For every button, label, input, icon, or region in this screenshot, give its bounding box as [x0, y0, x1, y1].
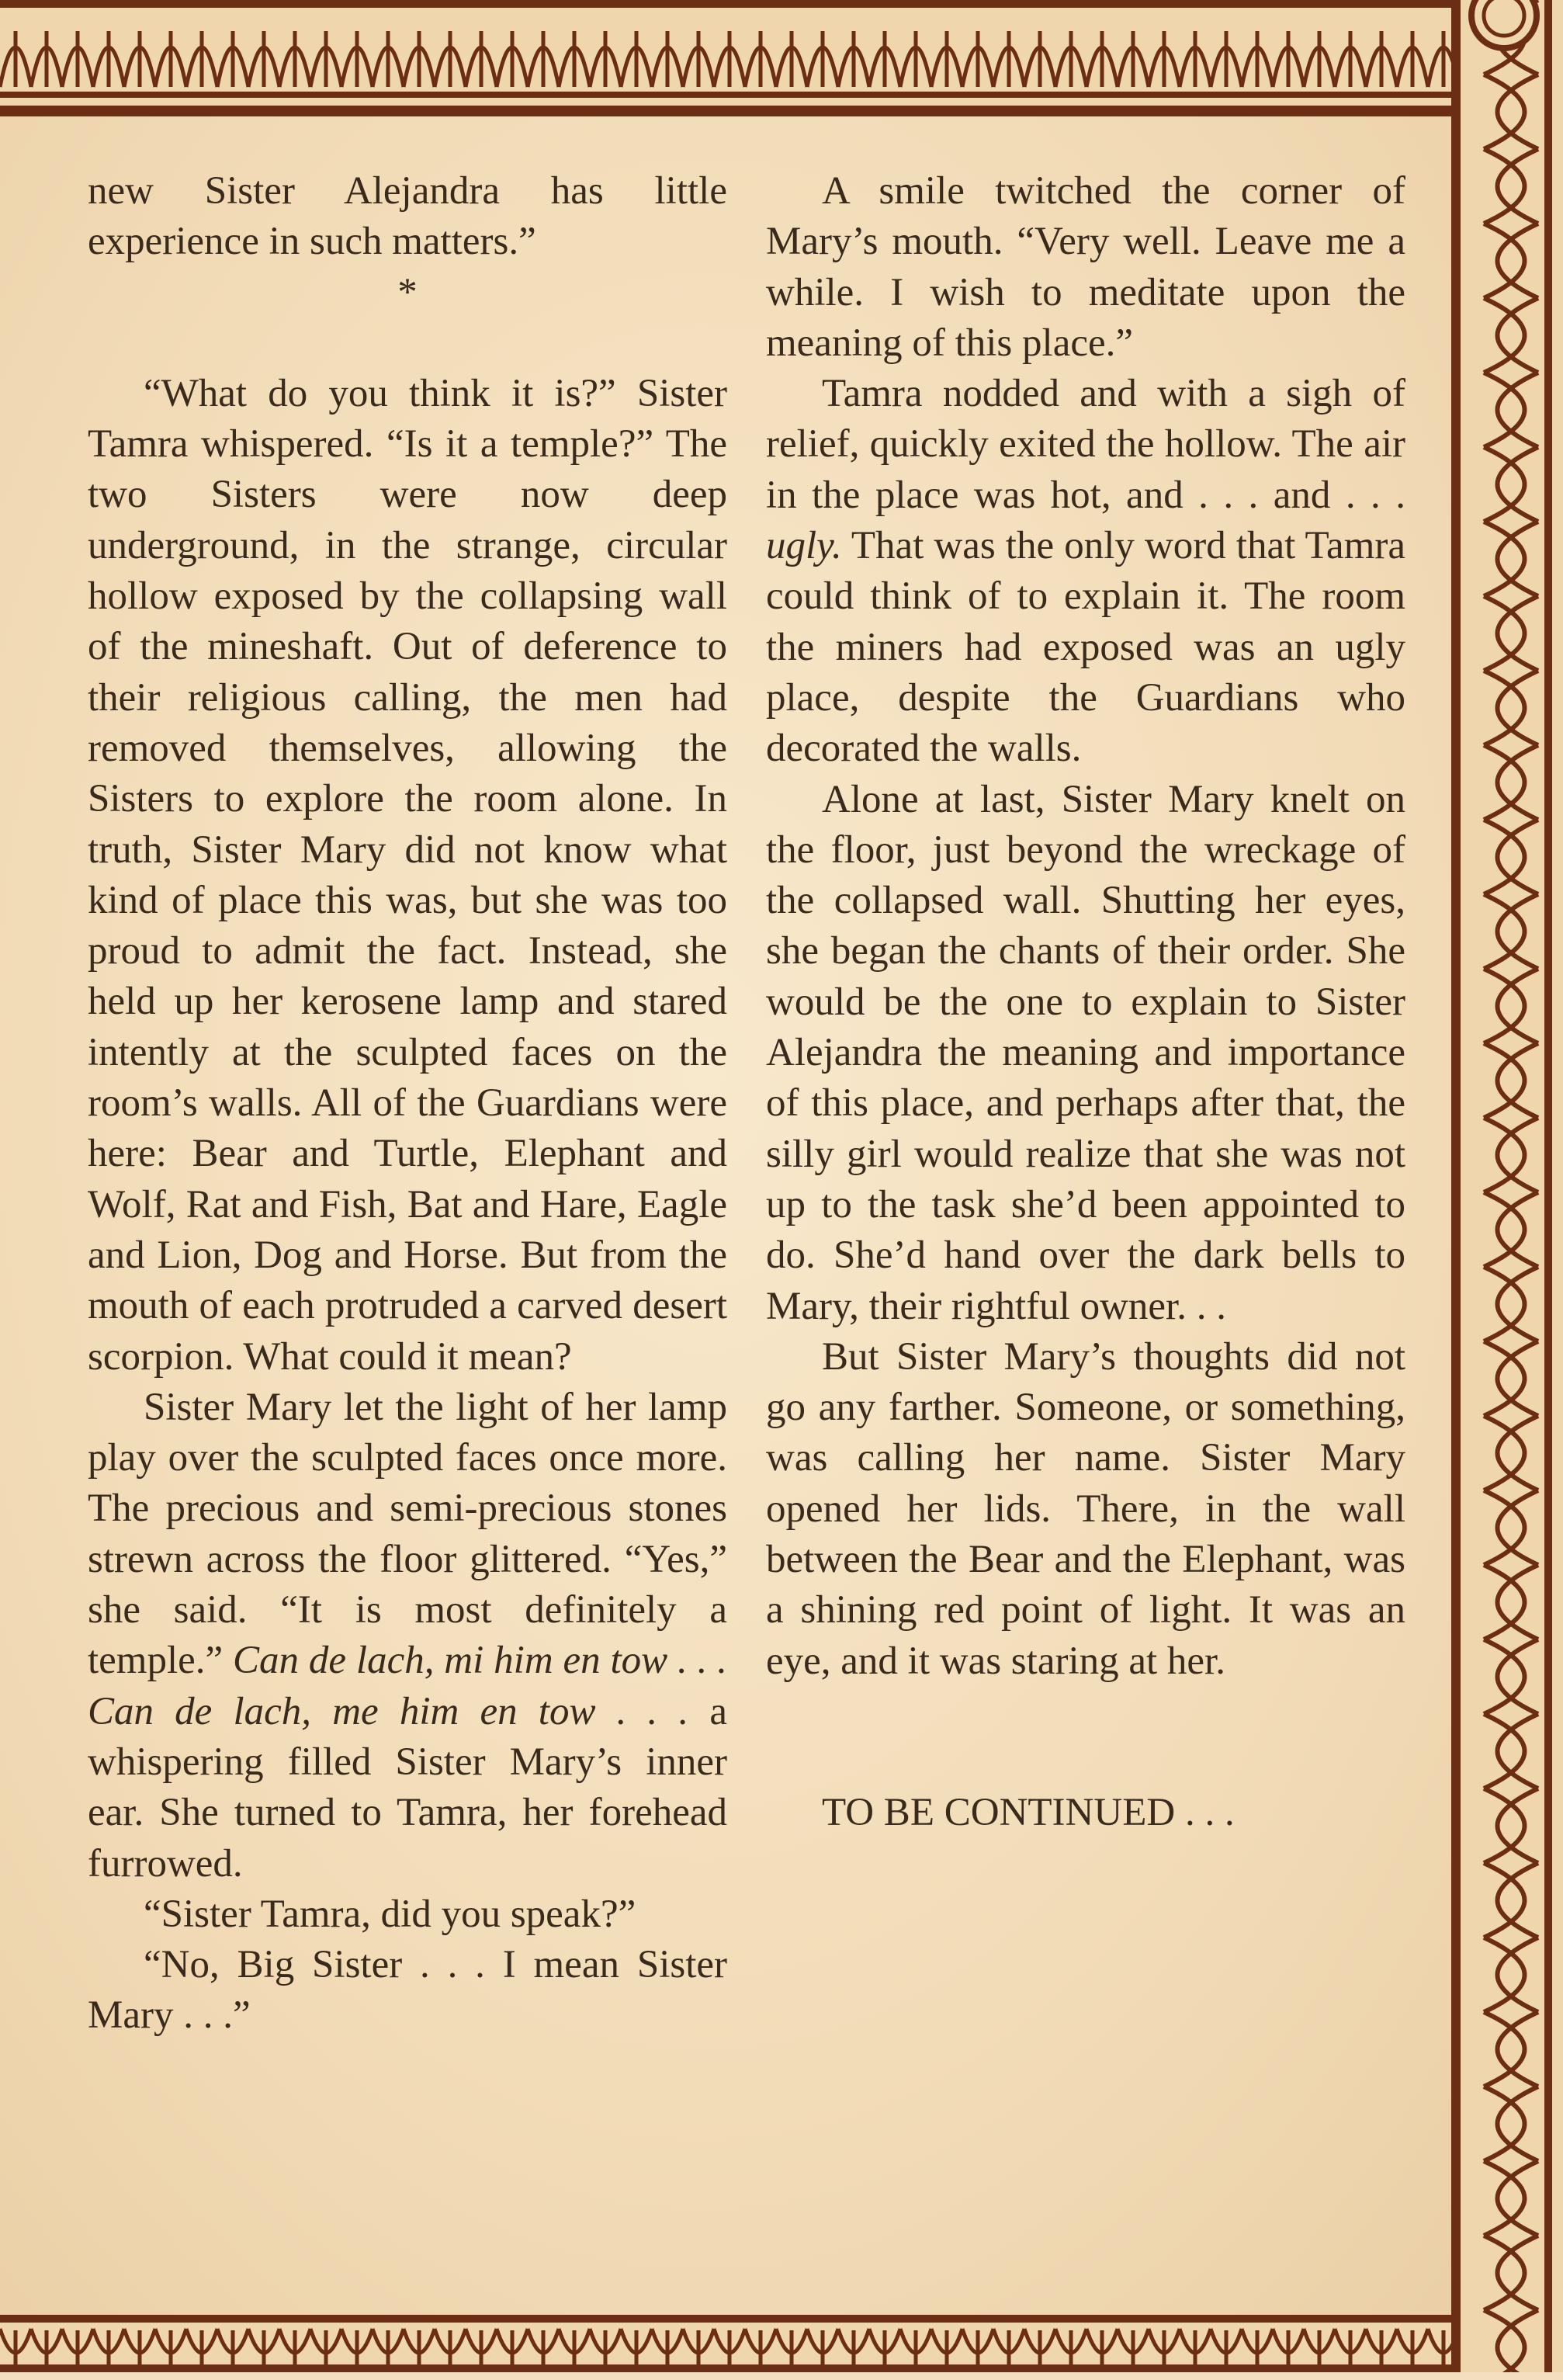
right-paragraph-2-text-b: That was the only word that Tamra could think of to explain it. The room the miners had exposed was an ugly place, despite the Guardians who decorated the walls. — [766, 524, 1405, 771]
scene-break-spacer — [88, 318, 727, 369]
bottom-ornamental-border — [0, 2315, 1459, 2372]
left-text-column — [88, 166, 727, 2042]
left-paragraph-3-chant: Can de lach, mi him en tow . . . Can de lach, me him en tow . . . — [88, 1639, 728, 1733]
right-paragraph-4: But Sister Mary’s thoughts did not go any farther. Someone, or something, was calling her name. Sister Mary opened her lids. There, in the wall between the Bear and the Elephant, was a shining red point of light. It was an eye, and it was staring at her. — [766, 1334, 1405, 1683]
left-paragraph-3-text-a: Sister Mary let the light of her lamp play over the sculpted faces once more. The precious and semi-precious stones strewn across the floor glittered. “Yes,” she said. “It is most definitely a temple.” — [88, 1385, 727, 1683]
left-paragraph-4: “Sister Tamra, did you speak?” — [144, 1892, 636, 1936]
to-be-continued: TO BE CONTINUED . . . — [822, 1790, 1235, 1834]
top-ornamental-border — [0, 0, 1459, 116]
top-border-inner-line — [0, 92, 1459, 98]
right-border-line — [1544, 0, 1552, 2372]
closing-spacer — [766, 1687, 1405, 1788]
left-paragraph-3-text-b: a whispering filled Sister Mary’s inner ear. She turned to Tamra, her forehead furrowed. — [88, 1689, 728, 1886]
right-paragraph-3: Alone at last, Sister Mary knelt on the floor, just beyond the wreckage of the collapsed wall. Shutting her eyes, she began the chants of their order. She would be the one to explain to Sister Alejandra the meaning and importance of this place, and perhaps after that, the silly girl would realize that she was not up to the task she’d been appointed to do. She’d hand over the dark bells to Mary, their rightful owner. . . — [766, 777, 1405, 1328]
left-paragraph-3 — [88, 1383, 727, 1889]
right-ornamental-border — [1451, 0, 1563, 2372]
right-paragraph-2-emphasis: ugly. — [766, 524, 842, 568]
bottom-border-line — [0, 2364, 1459, 2372]
left-paragraph-2: “What do you think it is?” Sister Tamra whispered. “Is it a temple?” The two Sisters were now deep underground, in the strange, circular hollow exposed by the collapsing wall of the mineshaft. Out of deference to their religious calling, the men had removed themselves, allowing the Sisters to explore the room alone. In truth, Sister Mary did not know what kind of place this was, but she was too proud to admit the fact. Instead, she held up her kerosene lamp and stared intently at the sculpted faces on the room’s walls. All of the Guardians were here: Bear and Turtle, Elephant and Wolf, Rat and Fish, Bat and Hare, Eagle and Lion, Dog and Horse. But from the mouth of each protruded a carved desert scorpion. What could it mean? — [88, 371, 727, 1379]
right-text-column — [766, 166, 1405, 1838]
left-paragraph-1: new Sister Alejandra has little experience in such matters.” — [88, 169, 727, 264]
left-paragraph-5: “No, Big Sister . . . I mean Sister Mary . . .” — [88, 1943, 727, 2038]
corner-medallion-icon — [1443, 0, 1552, 85]
right-paragraph-2-text-a: Tamra nodded and with a sigh of relief, quickly exited the hollow. The air in the place was hot, and . . . and . . . — [766, 372, 1405, 517]
scene-break-mark: * — [397, 270, 418, 314]
right-paragraph-2 — [766, 369, 1405, 774]
top-loop-ornament — [0, 0, 1459, 116]
right-paragraph-1: A smile twitched the corner of Mary’s mouth. “Very well. Leave me a while. I wish to meditate upon the meaning of this place.” — [766, 169, 1405, 365]
